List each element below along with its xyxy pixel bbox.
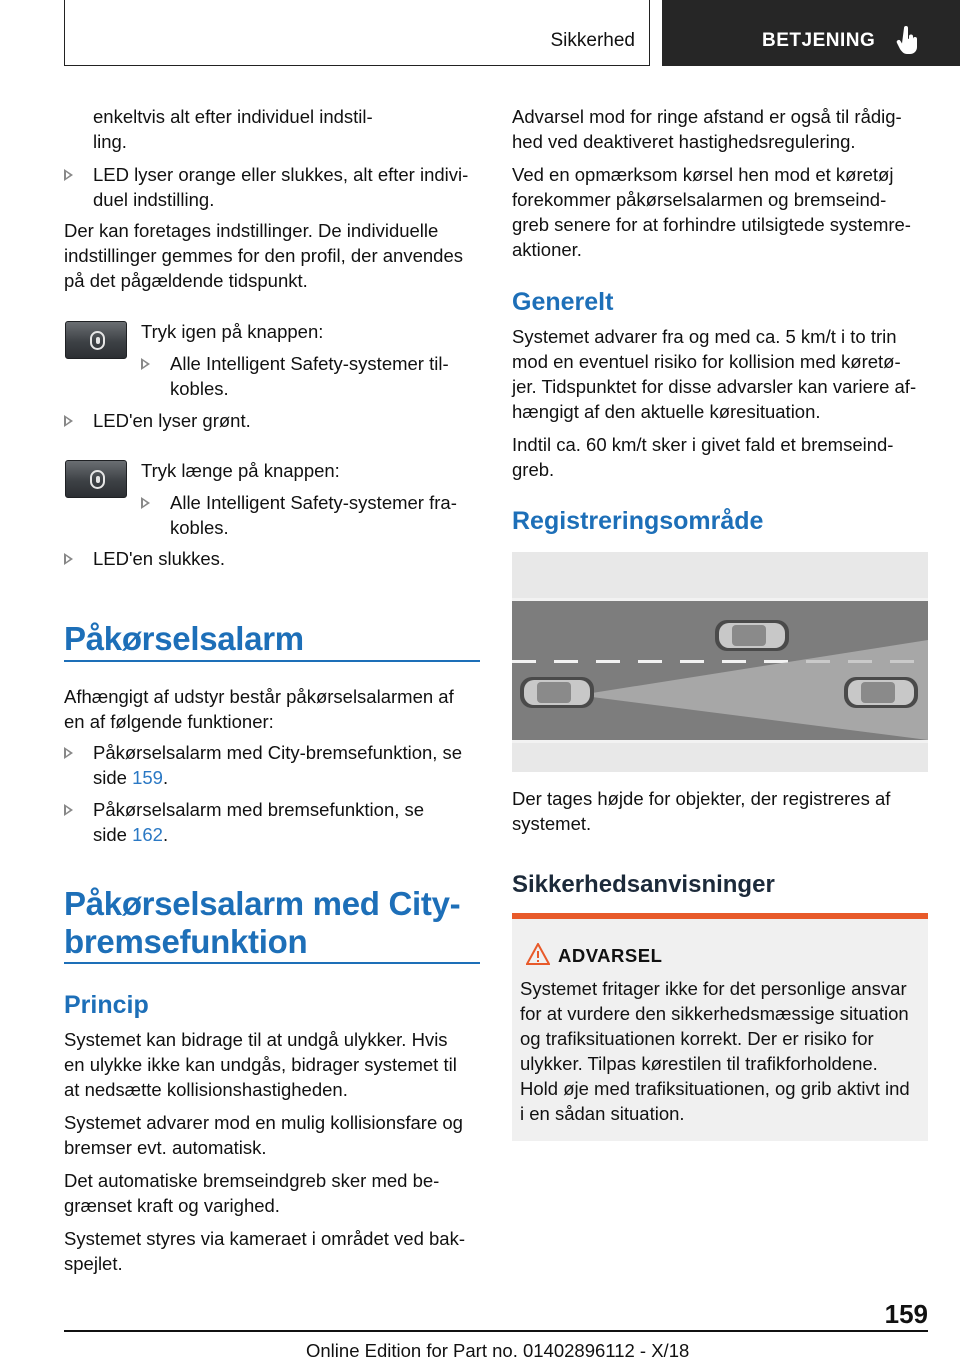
subsection-heading: Princip <box>64 991 149 1019</box>
list-item: LED'en slukkes. <box>64 546 484 571</box>
heading-rule <box>64 962 480 964</box>
page-number: 159 <box>884 1299 928 1329</box>
paragraph: enkeltvis alt efter individuel indstil- ling. <box>93 106 373 152</box>
step-instruction: Tryk længe på knappen: <box>141 460 340 481</box>
header-chapter-label: BETJENING <box>762 30 876 51</box>
header-section-tab <box>64 0 650 66</box>
car-icon <box>715 620 789 651</box>
bullet-triangle-icon <box>64 804 73 816</box>
paragraph: Advarsel mod for ringe afstand er også til rådig- hed ved deaktiveret hastighedsregulering. <box>512 106 902 152</box>
hand-pointer-icon <box>896 26 920 56</box>
warning-title: ADVARSEL <box>558 945 663 966</box>
subsection-heading: Sikkerhedsanvisninger <box>512 871 775 898</box>
bullet-triangle-icon <box>64 415 73 427</box>
list-item: Alle Intelligent Safety-systemer fra- kobles. <box>141 490 481 540</box>
footer-edition: Online Edition for Part no. 01402896112 - X/18 <box>306 1340 690 1361</box>
section-heading: Påkørselsalarm <box>64 620 304 657</box>
bullet-triangle-icon <box>141 497 150 509</box>
intelligent-safety-button-icon <box>65 321 127 359</box>
subsection-heading: Generelt <box>512 288 614 316</box>
heading-rule <box>64 660 480 662</box>
paragraph: Systemet styres via kameraet i området ved bak- spejlet. <box>64 1228 465 1274</box>
list-item: Påkørselsalarm med City-bremsefunktion, se side 159. <box>64 740 484 790</box>
paragraph: Systemet advarer mod en mulig kollisionsfare og bremser evt. automatisk. <box>64 1112 463 1158</box>
paragraph: Afhængigt af udstyr består påkørselsalarmen af en af følgende funktioner: <box>64 686 454 732</box>
section-heading: Påkørselsalarm med City- bremsefunktion <box>64 885 461 960</box>
paragraph: Det automatiske bremseindgreb sker med be- grænset kraft og varighed. <box>64 1170 440 1216</box>
paragraph: Systemet kan bidrage til at undgå ulykker. Hvis en ulykke ikke kan undgås, bidrager systemet til at nedsætte kollisionshastigheden. <box>64 1029 457 1100</box>
bullet-triangle-icon <box>141 358 150 370</box>
bullet-triangle-icon <box>64 169 73 181</box>
paragraph: Der kan foretages indstillinger. De individuelle indstillinger gemmes for den profil, der anvendes på det pågældende tidspunkt. <box>64 220 463 291</box>
step-instruction: Tryk igen på knappen: <box>141 321 324 342</box>
page-link[interactable]: 162 <box>132 824 163 845</box>
page-link[interactable]: 159 <box>132 767 163 788</box>
intelligent-safety-button-icon <box>65 460 127 498</box>
car-icon <box>520 677 594 708</box>
footer-rule <box>64 1330 928 1332</box>
list-item: Alle Intelligent Safety-systemer til- kobles. <box>141 351 481 401</box>
paragraph: Systemet advarer fra og med ca. 5 km/t i to trin mod en eventuel risiko for kollision med køretø- jer. Tidspunktet for disse advarsler kan variere af- hængigt af den aktuelle køresituation. <box>512 326 917 422</box>
list-item: LED lyser orange eller slukkes, alt efter indivi- duel indstilling. <box>64 162 484 212</box>
warning-box <box>512 913 928 1141</box>
header-section-label: Sikkerhed <box>550 30 635 51</box>
bullet-triangle-icon <box>64 553 73 565</box>
paragraph: Indtil ca. 60 km/t sker i givet fald et bremseind- greb. <box>512 434 894 480</box>
paragraph: Der tages højde for objekter, der registreres af systemet. <box>512 788 891 834</box>
bullet-triangle-icon <box>64 747 73 759</box>
list-item: Påkørselsalarm med bremsefunktion, se side 162. <box>64 797 484 847</box>
warning-text: Systemet fritager ikke for det personlige ansvar for at vurdere den sikkerhedsmæssige situation og trafiksituationen korrekt. Der er risiko for ulykker. Tilpas kørestilen til trafikforholdene. Hold øje med trafiksituationen, og grib aktivt ind i en sådan situation. <box>520 978 910 1124</box>
car-icon <box>844 677 918 708</box>
paragraph: Ved en opmærksom kørsel hen mod et køretøj forekommer påkørselsalarmen og bremseind- greb senere for at forhindre utilsigtede systemre- aktioner. <box>512 164 911 260</box>
subsection-heading: Registreringsområde <box>512 507 764 535</box>
list-item: LED'en lyser grønt. <box>64 408 484 433</box>
detection-area-illustration <box>512 552 928 772</box>
warning-triangle-icon <box>526 943 550 965</box>
